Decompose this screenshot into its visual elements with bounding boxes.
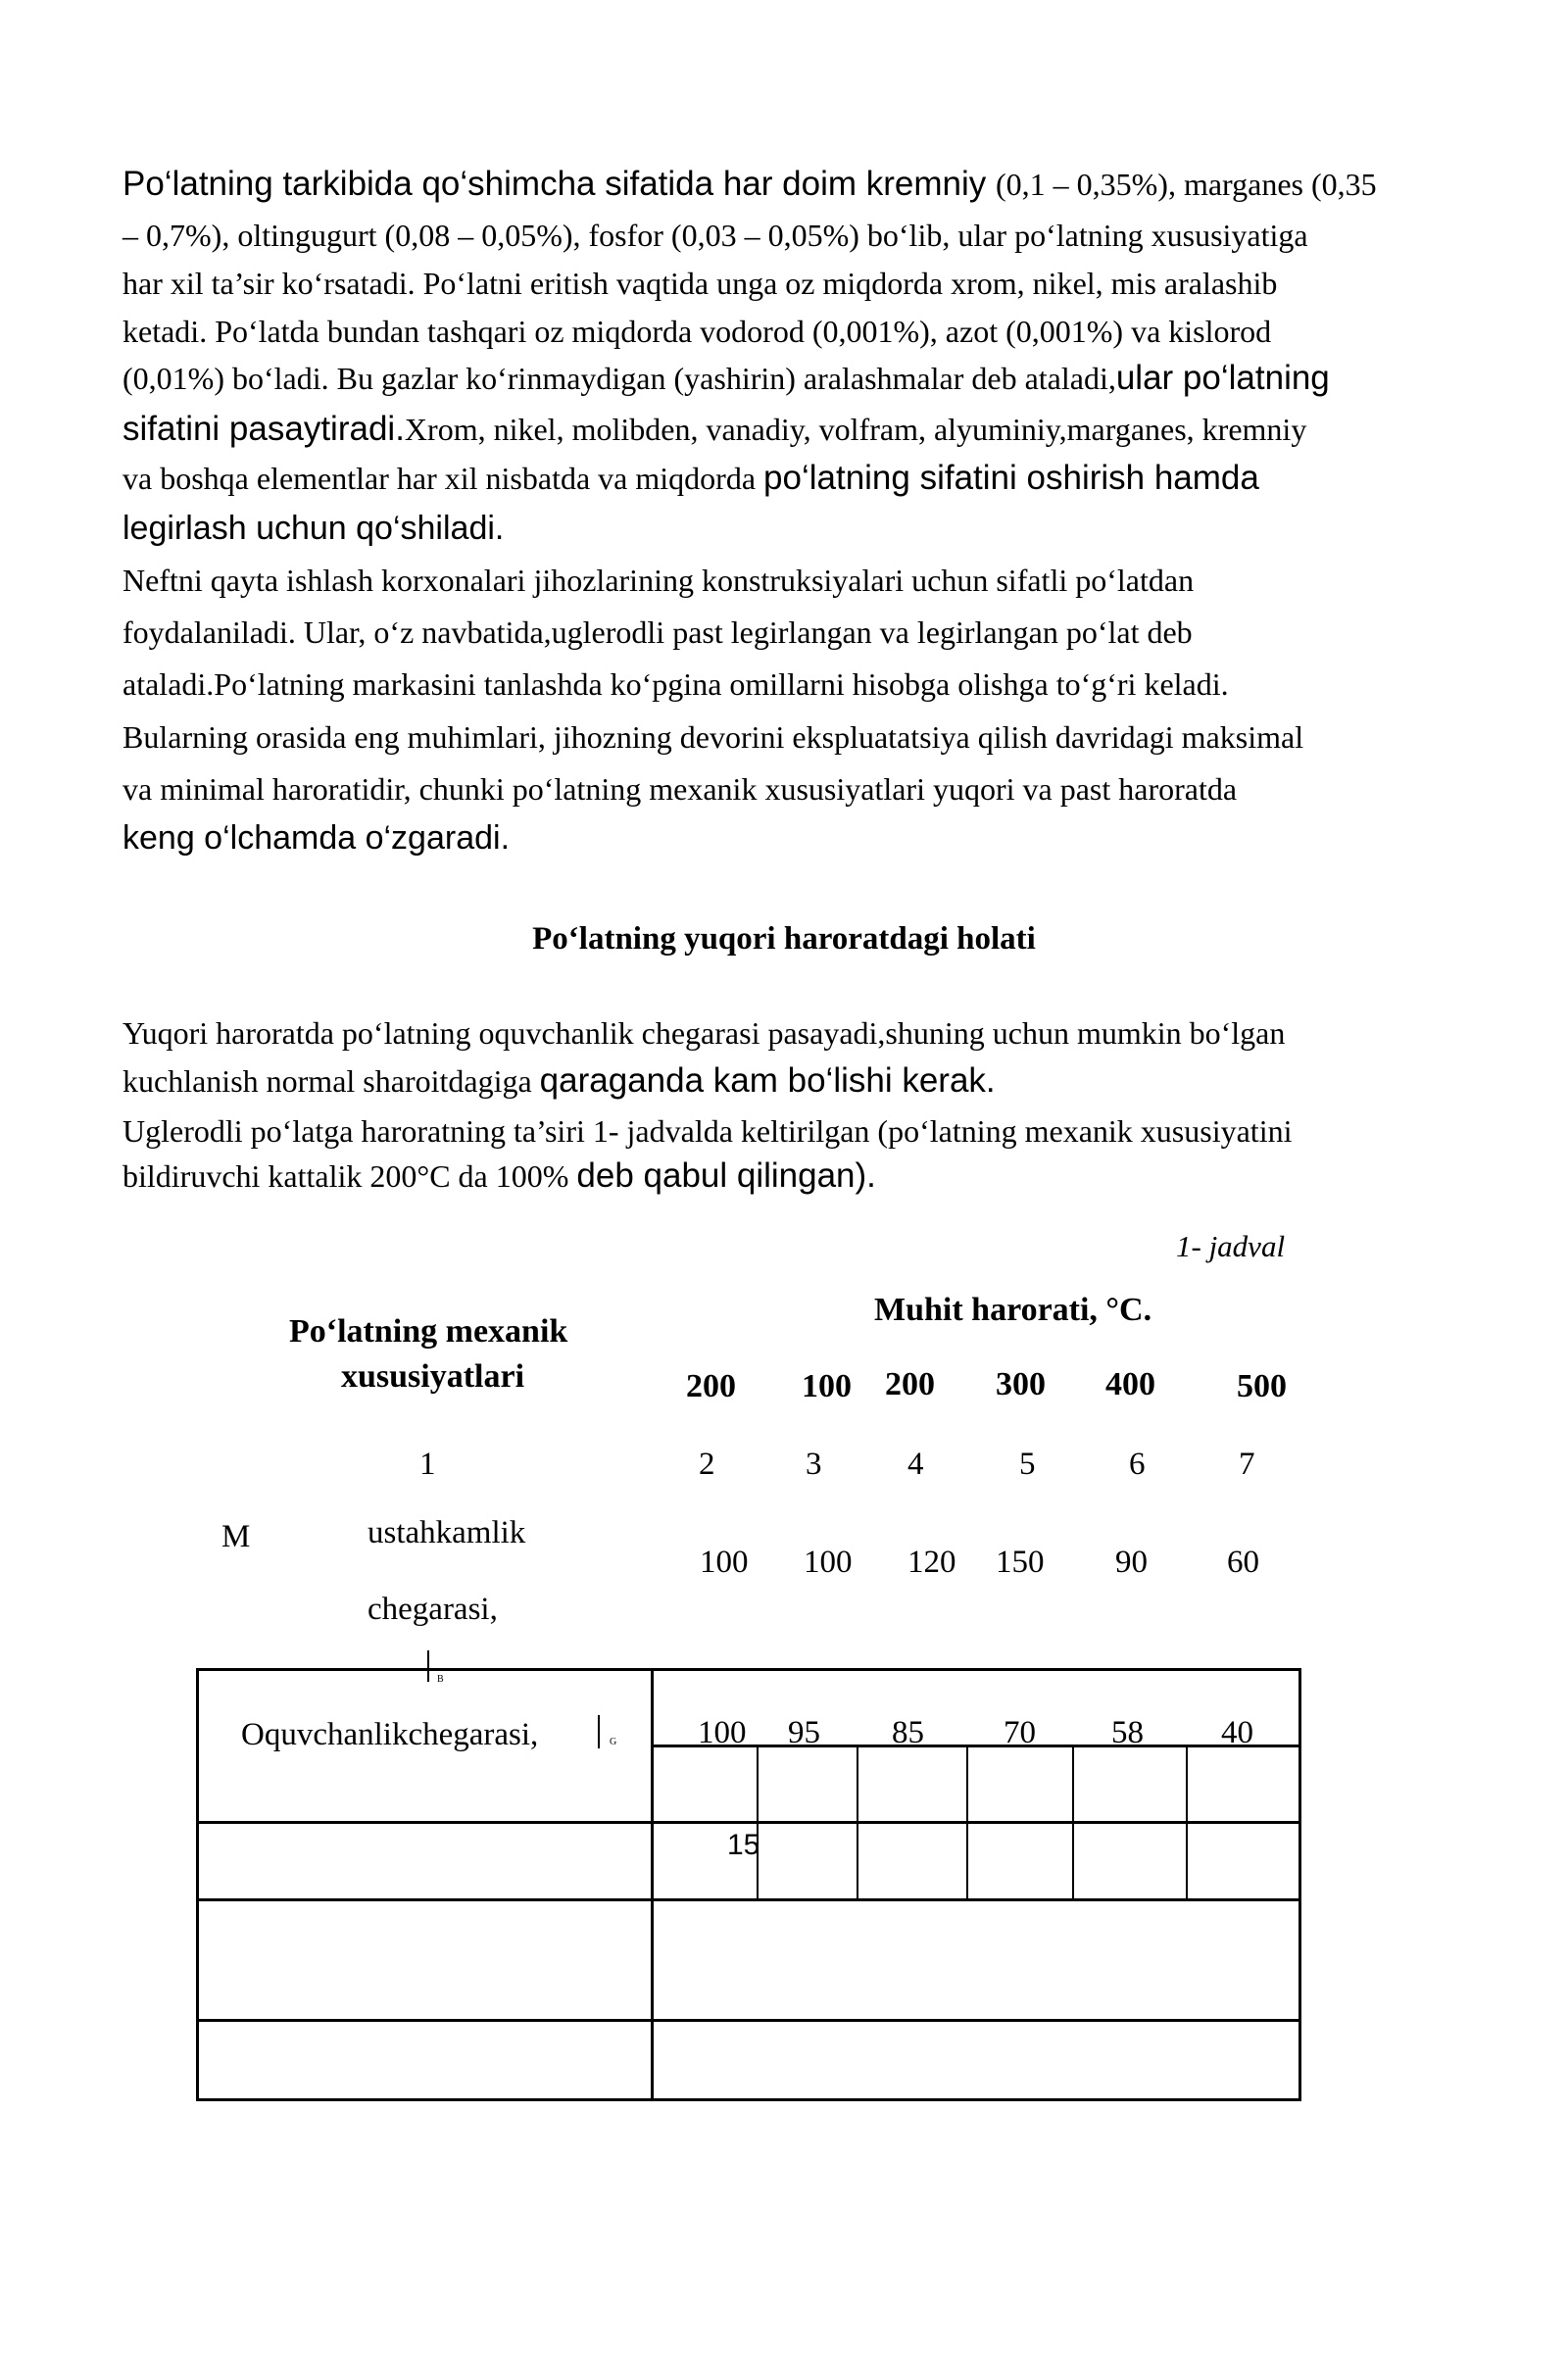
col-number-6: 6 xyxy=(1129,1447,1146,1482)
p3-line-3: Uglerodli po‘latga haroratning ta’siri 1- jadvalda keltirilgan (po‘latning mexanik xususiyatini xyxy=(122,1113,1293,1149)
p2-line-4: Bularning orasida eng muhimlari, jihozning devorini ekspluatatsiya qilish davridagi maksimal xyxy=(122,719,1304,755)
p1-line-7: va boshqa elementlar har xil nisbatda va miqdorda po‘latning sifatini oshirish hamda xyxy=(122,459,1259,497)
p3-line-1: Yuqori haroratda po‘latning oquvchanlik chegarasi pasayadi,shuning uchun mumkin bo‘lgan xyxy=(122,1015,1286,1051)
table-row-line-2 xyxy=(651,1745,1301,1747)
row1-value-6: 60 xyxy=(1227,1545,1259,1580)
table-col-divider-3 xyxy=(857,1745,858,1899)
temp-col-5: 400 xyxy=(1105,1366,1155,1402)
row2-label: Oquvchanlikchegarasi, xyxy=(241,1717,539,1752)
temp-col-2: 100 xyxy=(802,1368,852,1404)
p3-line-2: kuchlanish normal sharoitdagiga qaraganda kam bo‘lishi kerak. xyxy=(122,1061,996,1100)
p2-line-5: va minimal haroratidir, chunki po‘latning mexanik xususiyatlari yuqori va past haroratda xyxy=(122,771,1238,807)
p1-line-8: legirlash uchun qo‘shiladi. xyxy=(122,510,505,547)
page-number: 15 xyxy=(727,1829,760,1861)
p1-line-3: har xil ta’sir ko‘rsatadi. Po‘latni eritish vaqtida unga oz miqdorda xrom, nikel, mis aralashib xyxy=(122,266,1278,301)
table-col-divider-1 xyxy=(651,1668,654,2101)
col1-header-line2: xususiyatlari xyxy=(341,1358,525,1395)
table-col-divider-5 xyxy=(1072,1745,1074,1899)
row2-value-6: 40 xyxy=(1221,1715,1253,1750)
col-number-4: 4 xyxy=(907,1447,924,1482)
table-caption: 1- jadval xyxy=(1176,1229,1286,1263)
table-col-divider-4 xyxy=(966,1745,968,1899)
table-row-line-5 xyxy=(196,2019,1301,2022)
table-col-divider-2 xyxy=(757,1745,759,1899)
col-number-2: 2 xyxy=(699,1447,715,1482)
col1-header-line1: Po‘latning mexanik xyxy=(289,1313,568,1350)
p3-line-4: bildiruvchi kattalik 200°C da 100% deb qabul qilingan). xyxy=(122,1156,876,1195)
table-left-border xyxy=(196,1668,199,2101)
row2-value-3: 85 xyxy=(892,1715,924,1750)
row1-value-3: 120 xyxy=(907,1545,956,1580)
col-number-7: 7 xyxy=(1239,1447,1255,1482)
row1-value-5: 90 xyxy=(1115,1545,1148,1580)
p2-line-1: Neftni qayta ishlash korxonalari jihozlarining konstruksiyalari uchun sifatli po‘latdan xyxy=(122,563,1195,598)
p2-line-2: foydalaniladi. Ular, o‘z navbatida,uglerodli past legirlangan va legirlangan po‘lat deb xyxy=(122,614,1193,650)
row2-value-4: 70 xyxy=(1004,1715,1036,1750)
temp-col-3: 200 xyxy=(885,1366,935,1402)
row1-label-line1: ustahkamlik xyxy=(368,1515,526,1550)
row2-value-5: 58 xyxy=(1111,1715,1144,1750)
row2-value-1: 100 xyxy=(698,1715,747,1750)
col-number-3: 3 xyxy=(806,1447,822,1482)
p1-line-1: Po‘latning tarkibida qo‘shimcha sifatida har doim kremniy (0,1 – 0,35%), marganes (0,35 xyxy=(122,165,1377,203)
temperature-header: Muhit harorati, °C. xyxy=(874,1292,1152,1328)
table-row-line-4 xyxy=(196,1898,1301,1901)
row1-value-4: 150 xyxy=(996,1545,1045,1580)
temp-col-4: 300 xyxy=(996,1366,1046,1402)
col-number-5: 5 xyxy=(1019,1447,1036,1482)
section-heading: Po‘latning yuqori haroratdagi holati xyxy=(532,921,1036,957)
table-right-border xyxy=(1298,1668,1301,2101)
p2-line-3: ataladi.Po‘latning markasini tanlashda ko‘pgina omillarni hisobga olishga to‘g‘ri keladi. xyxy=(122,666,1229,702)
p1-line-4: ketadi. Po‘latda bundan tashqari oz miqdorda vodorod (0,001%), azot (0,001%) va kislorod xyxy=(122,314,1272,349)
p1-line-5: (0,01%) bo‘ladi. Bu gazlar ko‘rinmaydigan (yashirin) aralashmalar deb ataladi,ular po‘latning xyxy=(122,359,1330,397)
temp-col-1: 200 xyxy=(686,1368,736,1404)
table-col-divider-6 xyxy=(1186,1745,1188,1899)
row1-prefix: M xyxy=(221,1519,251,1554)
table-row-line-3 xyxy=(196,1821,1301,1824)
row1-label-line2: chegarasi, xyxy=(368,1592,498,1627)
p1-line-6: sifatini pasaytiradi.Xrom, nikel, molibden, vanadiy, volfram, alyuminiy,marganes, kremniy xyxy=(122,410,1307,448)
p2-line-6: keng o‘lchamda o‘zgaradi. xyxy=(122,819,511,857)
row2-value-2: 95 xyxy=(788,1715,820,1750)
row1-value-1: 100 xyxy=(700,1545,749,1580)
row1-value-2: 100 xyxy=(804,1545,853,1580)
temp-col-6: 500 xyxy=(1237,1368,1287,1404)
table-bottom-border xyxy=(196,2098,1301,2101)
table-top-border xyxy=(196,1668,1301,1671)
col-number-1: 1 xyxy=(419,1447,436,1482)
p1-line-2: – 0,7%), oltingugurt (0,08 – 0,05%), fosfor (0,03 – 0,05%) bo‘lib, ular po‘latning xususiyatiga xyxy=(122,218,1308,253)
